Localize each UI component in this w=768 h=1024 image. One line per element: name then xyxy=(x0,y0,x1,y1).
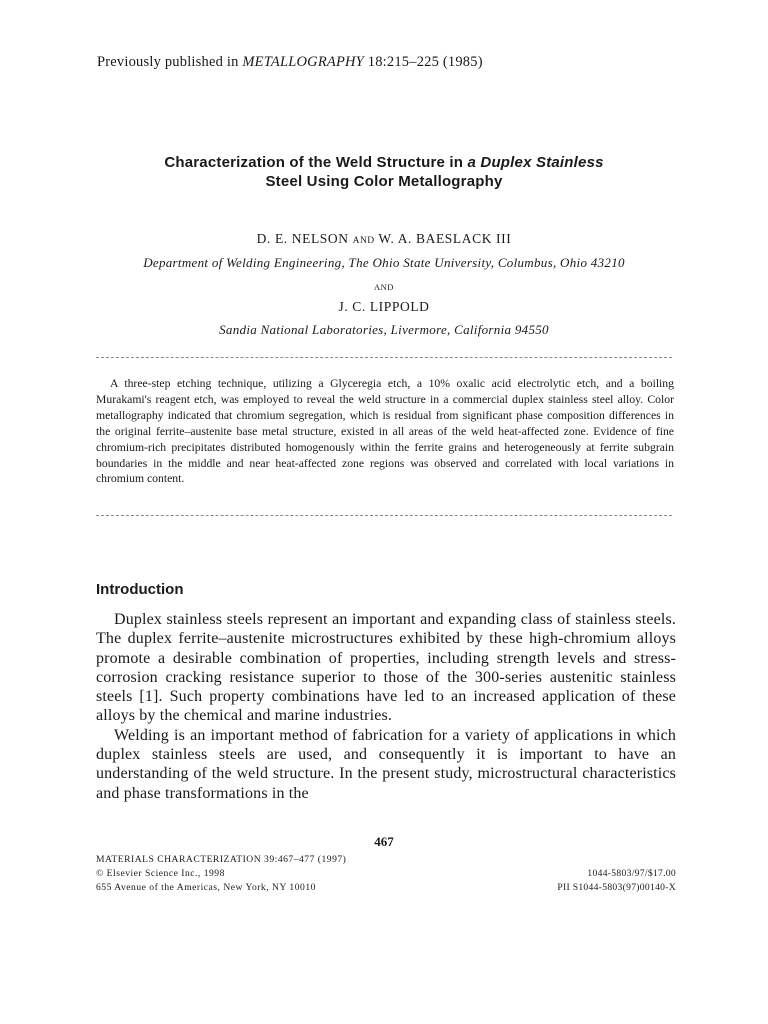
footer-pii: PII S1044-5803(97)00140-X xyxy=(557,882,676,893)
author-1: D. E. NELSON xyxy=(256,231,353,246)
abstract-rule-bottom xyxy=(96,515,672,516)
footer-address: 655 Avenue of the Americas, New York, NY 10010 xyxy=(96,882,316,893)
footer-journal-line: MATERIALS CHARACTERIZATION 39:467–477 (1997) xyxy=(96,854,347,865)
publication-note xyxy=(97,54,483,71)
paper-title xyxy=(100,153,668,191)
footer-copyright: © Elsevier Science Inc., 1998 xyxy=(96,868,225,879)
affiliation-1: Department of Welding Engineering, The Ohio State University, Columbus, Ohio 43210 xyxy=(143,255,625,270)
title-line2: Steel Using Color Metallography xyxy=(265,173,503,190)
publication-note-prefix: Previously published in xyxy=(97,54,243,70)
section-heading: Introduction xyxy=(96,581,184,598)
body-paragraph-2: Welding is an important method of fabrication for a variety of applications in which duplex stainless steels are used, and consequently it is important to have an understanding of the weld structure. In the present study, microstructural characteristics and phase transformations in the xyxy=(96,726,676,802)
abstract-rule-top xyxy=(96,357,672,358)
author-line-1 xyxy=(0,231,768,247)
author-and-1: AND xyxy=(352,236,375,246)
title-italic: a Duplex Stainless xyxy=(467,154,604,171)
title-part1: Characterization of the Weld Structure in xyxy=(164,154,468,171)
affiliation-2: Sandia National Laboratories, Livermore, California 94550 xyxy=(219,322,549,337)
abstract: A three-step etching technique, utilizing a Glyceregia etch, a 10% oxalic acid electrolytic etch, and a boiling Murakami's reagent etch, was employed to reveal the weld structure in a commercial duplex stainless steel alloy. Color metallography indicated that chromium segregation, which is residual from significant phase composition differences in the original ferrite–austenite base metal structure, existed in all areas of the weld heat-affected zone. Evidence of fine chromium-rich precipitates distributed homogenously within the ferrite grains and heterogeneously at ferrite subgrain boundaries in the middle and near heat-affected zone regions was observed and correlated with local variations in chromium content. xyxy=(96,377,674,486)
publication-note-journal: METALLOGRAPHY xyxy=(242,54,364,70)
author-2: W. A. BAESLACK III xyxy=(374,231,512,246)
author-3: J. C. LIPPOLD xyxy=(338,299,430,314)
author-and-2: AND xyxy=(374,282,394,292)
body-text xyxy=(96,610,676,803)
publication-note-citation: 18:215–225 (1985) xyxy=(363,54,483,70)
page-number: 467 xyxy=(374,834,394,849)
footer xyxy=(96,853,676,895)
body-paragraph-1: Duplex stainless steels represent an important and expanding class of stainless steels. The duplex ferrite–austenite microstructures exhibited by these high-chromium alloys promote a desirable combination of properties, including strength levels and stress-corrosion cracking resistance superior to those of the 300-series austenitic stainless steels [1]. Such property combinations have led to an increased application of these alloys by the chemical and marine industries. xyxy=(96,611,676,725)
footer-issn: 1044-5803/97/$17.00 xyxy=(587,868,676,879)
